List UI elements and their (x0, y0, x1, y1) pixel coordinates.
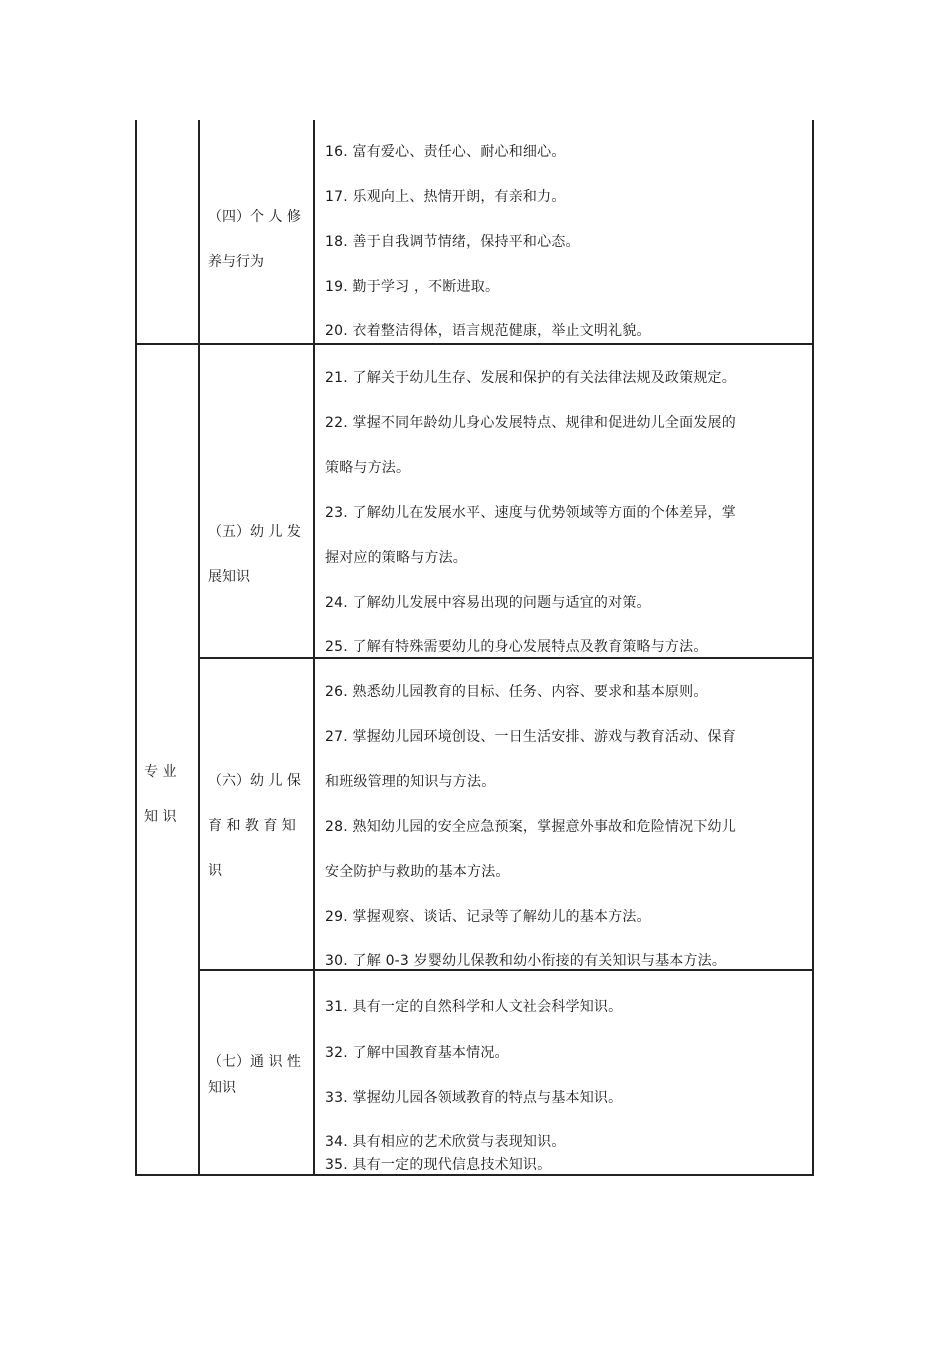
subsection-title-line: 展知识 (208, 569, 250, 585)
category-label-line: 专 业 (144, 764, 177, 780)
category-label (144, 750, 176, 840)
list-item: 25. 了解有特殊需要幼儿的身心发展特点及教育策略与方法。 (325, 639, 708, 655)
subsection-title-line: （七）通 识 性 (208, 1054, 301, 1070)
list-item: 24. 了解幼儿发展中容易出现的问题与适宜的对策。 (325, 595, 651, 611)
subsection-title-line: 育 和 教 育 知 (208, 818, 296, 834)
list-item: 35. 具有一定的现代信息技术知识。 (325, 1157, 552, 1173)
subsection-title-line: 识 (208, 863, 222, 879)
subsection-title (208, 1052, 301, 1098)
list-item: 23. 了解幼儿在发展水平、速度与优势领域等方面的个体差异，掌 (325, 505, 736, 521)
list-item: 握对应的策略与方法。 (325, 550, 467, 566)
category-label-line: 知 识 (144, 809, 177, 825)
list-item: 18. 善于自我调节情绪，保持平和心态。 (325, 234, 580, 250)
row-divider-2 (198, 657, 814, 659)
list-item: 26. 熟悉幼儿园教育的目标、任务、内容、要求和基本原则。 (325, 684, 708, 700)
list-item: 27. 掌握幼儿园环境创设、一日生活安排、游戏与教育活动、保育 (325, 729, 736, 745)
table-border-left (135, 120, 137, 1176)
list-item: 16. 富有爱心、责任心、耐心和细心。 (325, 144, 566, 160)
list-item: 21. 了解关于幼儿生存、发展和保护的有关法律法规及政策规定。 (325, 370, 736, 386)
list-item: 22. 掌握不同年龄幼儿身心发展特点、规律和促进幼儿全面发展的 (325, 415, 736, 431)
list-item: 34. 具有相应的艺术欣赏与表现知识。 (325, 1134, 566, 1150)
subsection-title-line: （六）幼 儿 保 (208, 773, 301, 789)
column-divider-2 (313, 120, 315, 1176)
list-item: 29. 掌握观察、谈话、记录等了解幼儿的基本方法。 (325, 909, 651, 925)
list-item: 17. 乐观向上、热情开朗，有亲和力。 (325, 189, 566, 205)
list-item: 20. 衣着整洁得体，语言规范健康，举止文明礼貌。 (325, 323, 651, 339)
subsection-title (208, 207, 301, 272)
table-border-bottom (135, 1174, 814, 1176)
subsection-title-line: （四）个 人 修 (208, 209, 301, 225)
list-item: 28. 熟知幼儿园的安全应急预案，掌握意外事故和危险情况下幼儿 (325, 819, 736, 835)
subsection-title-line: 知识 (208, 1080, 236, 1096)
table-border-right (812, 120, 814, 1176)
list-item: 和班级管理的知识与方法。 (325, 774, 496, 790)
list-item: 30. 了解 0-3 岁婴幼儿保教和幼小衔接的有关知识与基本方法。 (325, 953, 727, 969)
list-item: 19. 勤于学习 ，不断进取。 (325, 279, 500, 295)
subsection-title-line: 养与行为 (208, 254, 264, 270)
row-divider-1 (135, 343, 814, 345)
list-item: 安全防护与救助的基本方法。 (325, 864, 510, 880)
subsection-title-line: （五）幼 儿 发 (208, 524, 301, 540)
list-item: 33. 掌握幼儿园各领域教育的特点与基本知识。 (325, 1090, 623, 1106)
list-item: 31. 具有一定的自然科学和人文社会科学知识。 (325, 999, 623, 1015)
list-item: 策略与方法。 (325, 460, 411, 476)
list-item: 32. 了解中国教育基本情况。 (325, 1045, 509, 1061)
column-divider-1 (198, 120, 200, 1176)
subsection-title (208, 771, 301, 881)
subsection-title (208, 522, 301, 587)
